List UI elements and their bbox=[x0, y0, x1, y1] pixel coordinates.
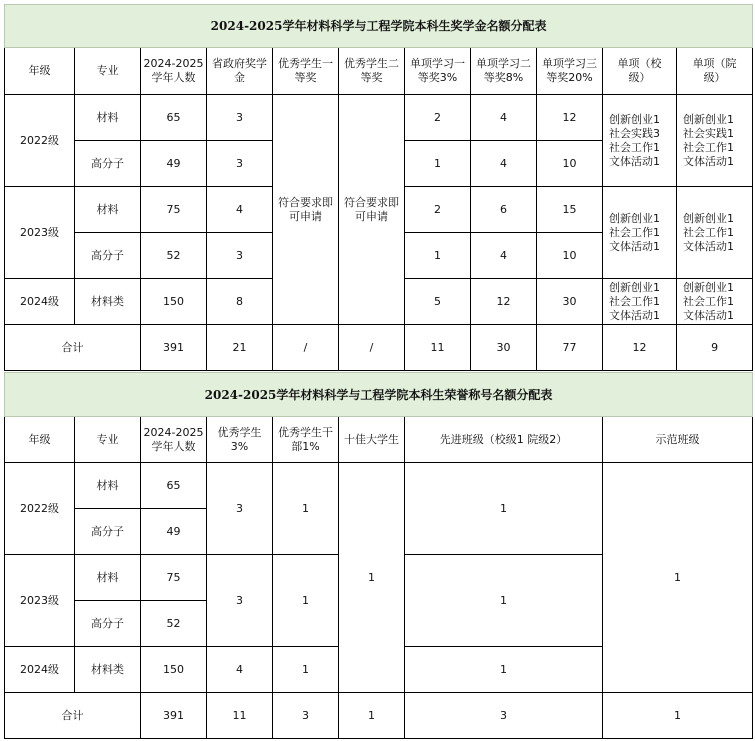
header-student-count: 2024-2025 学年人数 bbox=[141, 48, 207, 95]
header-excellent-student: 优秀学生3% bbox=[207, 417, 273, 463]
provincial-cell: 8 bbox=[207, 279, 273, 325]
single-study-3-cell: 10 bbox=[537, 141, 603, 187]
total-count: 391 bbox=[141, 325, 207, 371]
header-model-class: 示范班级 bbox=[603, 417, 753, 463]
total-advanced-class: 3 bbox=[405, 693, 603, 739]
count-cell: 75 bbox=[141, 187, 207, 233]
major-cell: 高分子 bbox=[75, 509, 141, 555]
single-study-1-cell: 2 bbox=[405, 187, 471, 233]
major-cell: 材料 bbox=[75, 187, 141, 233]
total-label: 合计 bbox=[5, 693, 141, 739]
header-single-college: 单项（院 级） bbox=[677, 48, 753, 95]
total-single-study-3: 77 bbox=[537, 325, 603, 371]
grade-cell: 2022级 bbox=[5, 463, 75, 555]
excellent-first-merged: 符合要求即 可申请 bbox=[273, 95, 339, 325]
total-single-study-2: 30 bbox=[471, 325, 537, 371]
total-provincial: 21 bbox=[207, 325, 273, 371]
header-single-study-1: 单项学习一 等奖3% bbox=[405, 48, 471, 95]
grade-cell: 2024级 bbox=[5, 647, 75, 693]
total-top-ten: 1 bbox=[339, 693, 405, 739]
excellent-student-cell: 3 bbox=[207, 463, 273, 555]
total-row bbox=[5, 693, 753, 739]
grade-cell: 2022级 bbox=[5, 95, 75, 187]
excellent-cadre-cell: 1 bbox=[273, 463, 339, 555]
header-student-count: 2024-2025 学年人数 bbox=[141, 417, 207, 463]
count-cell: 52 bbox=[141, 233, 207, 279]
school-single-list: 创新创业1 社会工作1 文体活动1 bbox=[603, 187, 677, 279]
model-class-merged: 1 bbox=[603, 463, 753, 693]
scholarship-table-title: 2024-2025学年材料科学与工程学院本科生奖学金名额分配表 bbox=[5, 5, 753, 48]
advanced-class-cell: 1 bbox=[405, 555, 603, 647]
count-cell: 49 bbox=[141, 141, 207, 187]
scholarship-table bbox=[4, 4, 753, 371]
single-study-3-cell: 30 bbox=[537, 279, 603, 325]
college-single-list: 创新创业1 社会工作1 文体活动1 bbox=[677, 279, 753, 325]
major-cell: 材料类 bbox=[75, 279, 141, 325]
single-study-1-cell: 1 bbox=[405, 141, 471, 187]
provincial-cell: 3 bbox=[207, 233, 273, 279]
provincial-cell: 3 bbox=[207, 95, 273, 141]
excellent-second-merged: 符合要求即 可申请 bbox=[339, 95, 405, 325]
honor-table-title: 2024-2025学年材料科学与工程学院本科生荣誉称号名额分配表 bbox=[5, 373, 753, 417]
single-study-1-cell: 2 bbox=[405, 95, 471, 141]
school-single-list: 创新创业1 社会工作1 文体活动1 bbox=[603, 279, 677, 325]
major-cell: 材料 bbox=[75, 95, 141, 141]
grade-cell: 2024级 bbox=[5, 279, 75, 325]
provincial-cell: 3 bbox=[207, 141, 273, 187]
total-excellent-cadre: 3 bbox=[273, 693, 339, 739]
count-cell: 65 bbox=[141, 95, 207, 141]
total-excellent-second: / bbox=[339, 325, 405, 371]
header-single-study-2: 单项学习二 等奖8% bbox=[471, 48, 537, 95]
college-single-list: 创新创业1 社会实践1 社会工作1 文体活动1 bbox=[677, 95, 753, 187]
total-model-class: 1 bbox=[603, 693, 753, 739]
provincial-cell: 4 bbox=[207, 187, 273, 233]
major-cell: 材料 bbox=[75, 555, 141, 601]
header-advanced-class: 先进班级（校级1 院级2） bbox=[405, 417, 603, 463]
single-study-2-cell: 4 bbox=[471, 233, 537, 279]
total-excellent-first: / bbox=[273, 325, 339, 371]
advanced-class-cell: 1 bbox=[405, 647, 603, 693]
header-grade: 年级 bbox=[5, 48, 75, 95]
single-study-2-cell: 4 bbox=[471, 141, 537, 187]
total-label: 合计 bbox=[5, 325, 141, 371]
college-single-list: 创新创业1 社会工作1 文体活动1 bbox=[677, 187, 753, 279]
total-excellent-student: 11 bbox=[207, 693, 273, 739]
single-study-1-cell: 1 bbox=[405, 233, 471, 279]
total-school-single: 12 bbox=[603, 325, 677, 371]
excellent-cadre-cell: 1 bbox=[273, 555, 339, 647]
header-major: 专业 bbox=[75, 48, 141, 95]
count-cell: 75 bbox=[141, 555, 207, 601]
single-study-2-cell: 6 bbox=[471, 187, 537, 233]
header-excellent-cadre: 优秀学生干 部1% bbox=[273, 417, 339, 463]
header-provincial-scholarship: 省政府奖学 金 bbox=[207, 48, 273, 95]
total-row bbox=[5, 325, 753, 371]
single-study-3-cell: 12 bbox=[537, 95, 603, 141]
header-single-school: 单项（校 级） bbox=[603, 48, 677, 95]
count-cell: 150 bbox=[141, 279, 207, 325]
table-row bbox=[5, 95, 753, 141]
major-cell: 材料 bbox=[75, 463, 141, 509]
count-cell: 150 bbox=[141, 647, 207, 693]
major-cell: 高分子 bbox=[75, 141, 141, 187]
total-college-single: 9 bbox=[677, 325, 753, 371]
header-single-study-3: 单项学习三 等奖20% bbox=[537, 48, 603, 95]
header-excellent-first: 优秀学生一 等奖 bbox=[273, 48, 339, 95]
single-study-3-cell: 15 bbox=[537, 187, 603, 233]
excellent-student-cell: 3 bbox=[207, 555, 273, 647]
school-single-list: 创新创业1 社会实践3 社会工作1 文体活动1 bbox=[603, 95, 677, 187]
grade-cell: 2023级 bbox=[5, 187, 75, 279]
total-single-study-1: 11 bbox=[405, 325, 471, 371]
count-cell: 65 bbox=[141, 463, 207, 509]
excellent-cadre-cell: 1 bbox=[273, 647, 339, 693]
top-ten-merged: 1 bbox=[339, 463, 405, 693]
honor-title-table bbox=[4, 372, 753, 739]
total-count: 391 bbox=[141, 693, 207, 739]
count-cell: 49 bbox=[141, 509, 207, 555]
count-cell: 52 bbox=[141, 601, 207, 647]
header-excellent-second: 优秀学生二 等奖 bbox=[339, 48, 405, 95]
major-cell: 高分子 bbox=[75, 601, 141, 647]
excellent-student-cell: 4 bbox=[207, 647, 273, 693]
single-study-3-cell: 10 bbox=[537, 233, 603, 279]
table-row bbox=[5, 463, 753, 509]
major-cell: 材料类 bbox=[75, 647, 141, 693]
header-major: 专业 bbox=[75, 417, 141, 463]
header-top-ten: 十佳大学生 bbox=[339, 417, 405, 463]
grade-cell: 2023级 bbox=[5, 555, 75, 647]
single-study-1-cell: 5 bbox=[405, 279, 471, 325]
major-cell: 高分子 bbox=[75, 233, 141, 279]
advanced-class-cell: 1 bbox=[405, 463, 603, 555]
header-grade: 年级 bbox=[5, 417, 75, 463]
single-study-2-cell: 12 bbox=[471, 279, 537, 325]
single-study-2-cell: 4 bbox=[471, 95, 537, 141]
